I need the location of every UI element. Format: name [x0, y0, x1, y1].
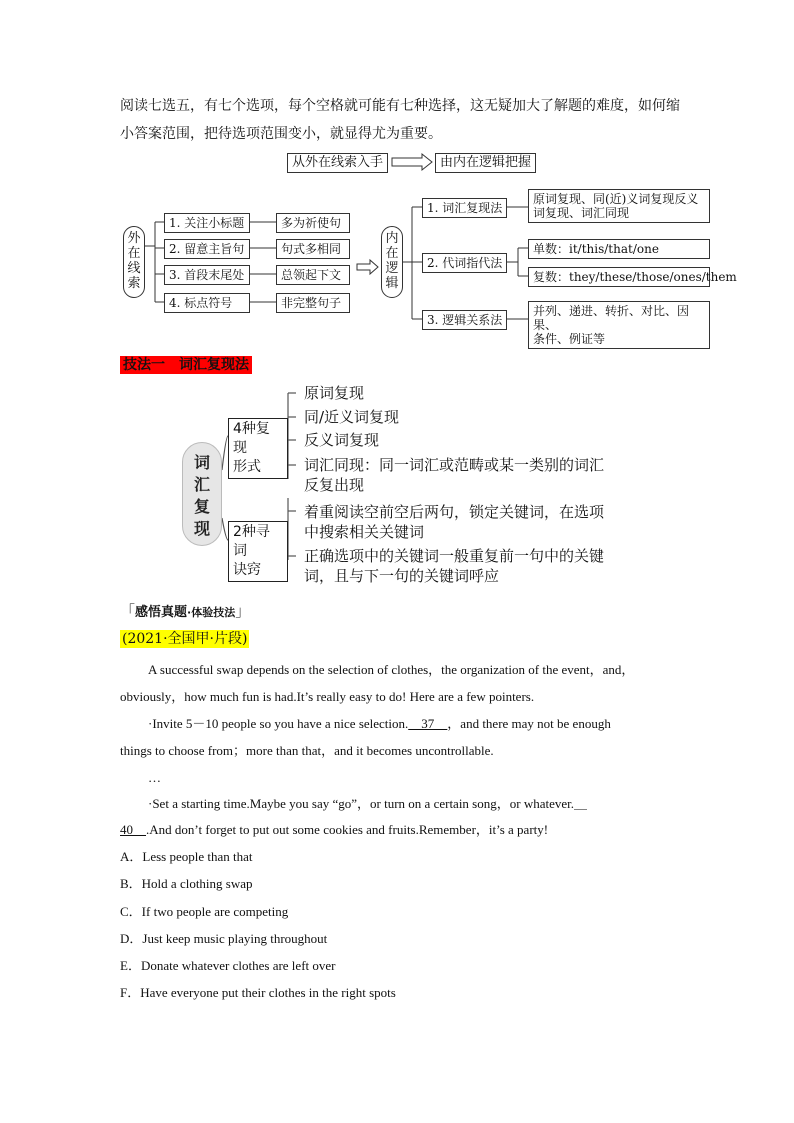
to-inner-logic-box: 由内在逻辑把握 [435, 153, 536, 173]
option-a: A．Less people than that [120, 849, 253, 864]
section-header: 「感悟真题·体验技法」 [120, 602, 251, 620]
outer-clue-label: 外 在 线 索 [123, 226, 145, 298]
outer-result-1: 多为祈使句 [276, 213, 350, 233]
outer-item-3: 3. 首段末尾处 [164, 265, 250, 285]
tip-item-1: 着重阅读空前空后两句，锁定关键词，在选项 [304, 503, 605, 521]
intro-line-2: 小答案范围，把待选项范围变小，就显得尤为重要。 [120, 126, 442, 142]
inner-item-vocab: 1. 词汇复现法 [422, 198, 507, 218]
passage-p1-line2: obviously，how much fun is had.It’s really easy to do! Here are a few pointers. [120, 689, 535, 704]
outer-result-3: 总领起下文 [276, 265, 350, 285]
option-c: C．If two people are competing [120, 904, 289, 919]
form-item-2: 同/近义词复现 [304, 408, 400, 426]
tip-item-1-cont: 中搜索相关关键词 [304, 523, 425, 541]
source-tag: (2021·全国甲·片段) [122, 631, 248, 647]
mindmap-branch-forms: 4种复现 形式 [228, 418, 288, 479]
tip-item-2: 正确选项中的关键词一般重复前一句中的关键 [304, 547, 605, 565]
passage-p3-line2: 40＿.And don’t forget to put out some cookies and fruits.Remember，it’s a party! [120, 822, 549, 837]
inner-logic-label: 内 在 逻 辑 [381, 226, 403, 298]
passage-p1-line1: A successful swap depends on the selection of clothes，the organization of the event，and， [148, 662, 635, 677]
passage-p2-line2: things to choose from；more than that，and it becomes uncontrollable. [120, 743, 494, 758]
option-e: E．Donate whatever clothes are left over [120, 958, 336, 973]
outer-item-2: 2. 留意主旨句 [164, 239, 250, 259]
mindmap-branch-tips: 2种寻词 诀窍 [228, 521, 288, 582]
option-f: F．Have everyone put their clothes in the right spots [120, 985, 396, 1000]
mindmap-center: 词 汇 复 现 [182, 442, 222, 546]
blank-37: ＿37＿ [408, 716, 448, 731]
vocab-detail: 原词复现、同(近)义词复现反义 词复现、词汇同现 [528, 189, 710, 223]
form-item-3: 反义词复现 [304, 431, 380, 449]
passage-ellipsis: … [148, 770, 161, 785]
technique-heading: 技法一 词汇复现法 [120, 354, 252, 374]
blank-40: 40＿ [120, 822, 147, 837]
outer-result-4: 非完整句子 [276, 293, 350, 313]
pronoun-plural-detail: 复数：they/these/those/ones/them [528, 267, 710, 287]
logic-detail: 并列、递进、转折、对比、因果、 条件、例证等 [528, 301, 710, 349]
pronoun-singular-detail: 单数：it/this/that/one [528, 239, 710, 259]
intro-line-1: 阅读七选五，有七个选项，每个空格就可能有七种选择，这无疑加大了解题的难度，如何缩 [120, 98, 680, 114]
outer-result-2: 句式多相同 [276, 239, 350, 259]
from-outer-clue-box: 从外在线索入手 [287, 153, 388, 173]
form-item-1: 原词复现 [304, 384, 365, 402]
inner-item-pronoun: 2. 代词指代法 [422, 253, 507, 273]
form-item-4-cont: 反复出现 [304, 476, 365, 494]
passage-p2-line1: ·Invite 5－10 people so you have a nice selection.＿37＿，and there may not be enough [148, 716, 611, 731]
outer-item-4: 4. 标点符号 [164, 293, 250, 313]
option-b: B．Hold a clothing swap [120, 876, 253, 891]
form-item-4: 词汇同现：同一词汇或范畴或某一类别的词汇 [304, 456, 605, 474]
passage-p3-line1: ·Set a starting time.Maybe you say “go”，or turn on a certain song，or whatever.＿ [148, 796, 587, 811]
outer-item-1: 1. 关注小标题 [164, 213, 250, 233]
tip-item-2-cont: 词，且与下一句的关键词呼应 [304, 567, 500, 585]
inner-item-logic: 3. 逻辑关系法 [422, 310, 507, 330]
option-d: D．Just keep music playing throughout [120, 931, 328, 946]
